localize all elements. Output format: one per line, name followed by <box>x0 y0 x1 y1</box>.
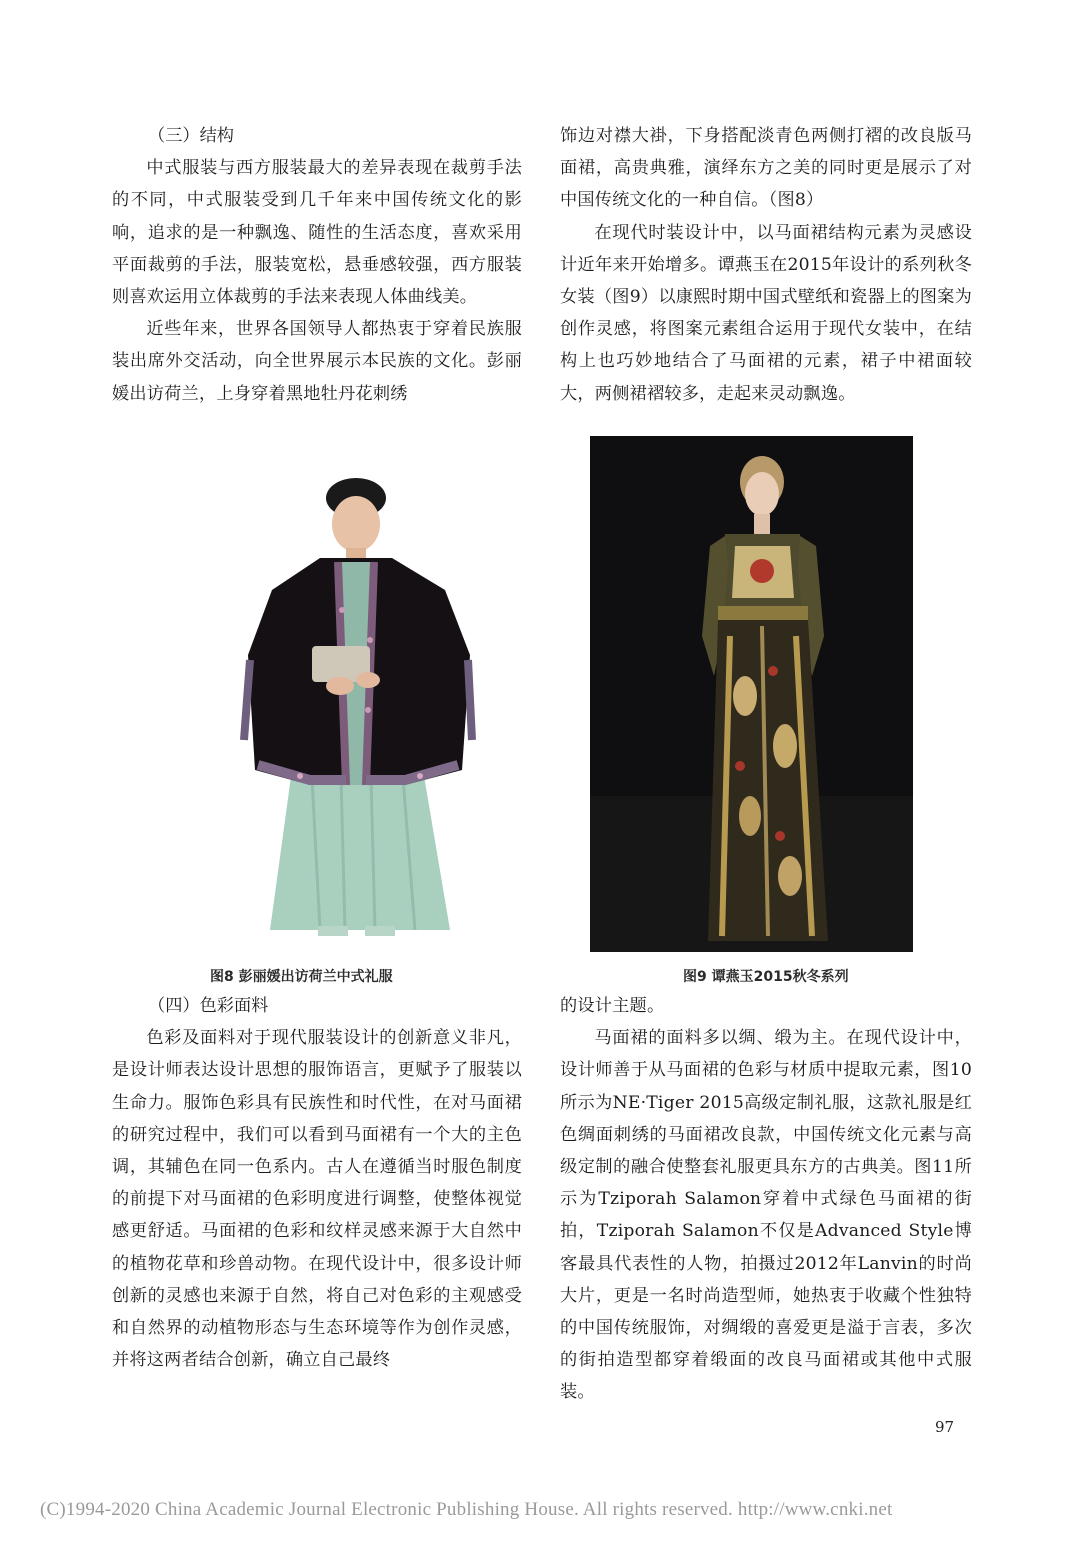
section-heading-structure: （三）结构 <box>148 126 234 146</box>
left-column-top <box>112 120 522 410</box>
figure-9-photo <box>590 436 913 952</box>
paragraph: 的设计主题。 <box>560 996 665 1016</box>
paragraph: 中式服装与西方服装最大的差异表现在裁剪手法的不同，中式服装受到几千年来中国传统文化的影响，追求的是一种飘逸、随性的生活态度，喜欢采用平面裁剪的手法，服装宽松，悬垂感较强，西方服装则喜欢运用立体裁剪的手法来表现人体曲线美。 <box>112 158 522 308</box>
page-number: 97 <box>935 1418 955 1436</box>
figure-8-photo <box>200 440 530 950</box>
section-heading-color-fabric: （四）色彩面料 <box>148 996 269 1016</box>
right-column-bottom <box>560 990 972 1409</box>
right-column-top <box>560 120 972 410</box>
paragraph: 近些年来，世界各国领导人都热衷于穿着民族服装出席外交活动，向全世界展示本民族的文化。彭丽媛出访荷兰，上身穿着黑地牡丹花刺绣 <box>112 319 522 404</box>
figure-9-illustration <box>590 436 913 952</box>
left-column-bottom <box>112 990 522 1376</box>
figure-8-caption: 图8 彭丽媛出访荷兰中式礼服 <box>210 969 393 985</box>
figure-9-caption: 图9 谭燕玉2015秋冬系列 <box>683 969 849 985</box>
figure-8-illustration <box>200 440 530 950</box>
paragraph: 饰边对襟大褂，下身搭配淡青色两侧打褶的改良版马面裙，高贵典雅，演绎东方之美的同时更是展示了对中国传统文化的一种自信。（图8） <box>560 126 972 211</box>
paragraph: 在现代时装设计中，以马面裙结构元素为灵感设计近年来开始增多。谭燕玉在2015年设计的系列秋冬女装（图9）以康熙时期中国式壁纸和瓷器上的图案为创作灵感，将图案元素组合运用于现代女装中，在结构上也巧妙地结合了马面裙的元素，裙子中裙面较大，两侧裙褶较多，走起来灵动飘逸。 <box>560 222 972 404</box>
paragraph: 马面裙的面料多以绸、缎为主。在现代设计中，设计师善于从马面裙的色彩与材质中提取元素，图10所示为NE·Tiger 2015高级定制礼服，这款礼服是红色绸面刺绣的马面裙改良款，中国传统文化元素与高级定制的融合使整套礼服更具东方的古典美。图11所示为Tziporah Salamon穿着中式绿色马面裙的街拍，Tziporah Salamon不仅是Advanced Style博客最具代表性的人物，拍摄过2012年Lanvin的时尚大片，更是一名时尚造型师，她热衷于收藏个性独特的中国传统服饰，对绸缎的喜爱更是溢于言表，多次的街拍造型都穿着缎面的改良马面裙或其他中式服装。 <box>560 1028 972 1403</box>
copyright-footer: (C)1994-2020 China Academic Journal Electronic Publishing House. All rights reserved. http://www.cnki.net <box>40 1499 893 1520</box>
paragraph: 色彩及面料对于现代服装设计的创新意义非凡，是设计师表达设计思想的服饰语言，更赋予了服装以生命力。服饰色彩具有民族性和时代性，在对马面裙的研究过程中，我们可以看到马面裙有一个大的主色调，其辅色在同一色系内。古人在遵循当时服色制度的前提下对马面裙的色彩明度进行调整，使整体视觉感更舒适。马面裙的色彩和纹样灵感来源于大自然中的植物花草和珍兽动物。在现代设计中，很多设计师创新的灵感也来源于自然，将自己对色彩的主观感受和自然界的动植物形态与生态环境等作为创作灵感，并将这两者结合创新，确立自己最终 <box>112 1028 522 1371</box>
